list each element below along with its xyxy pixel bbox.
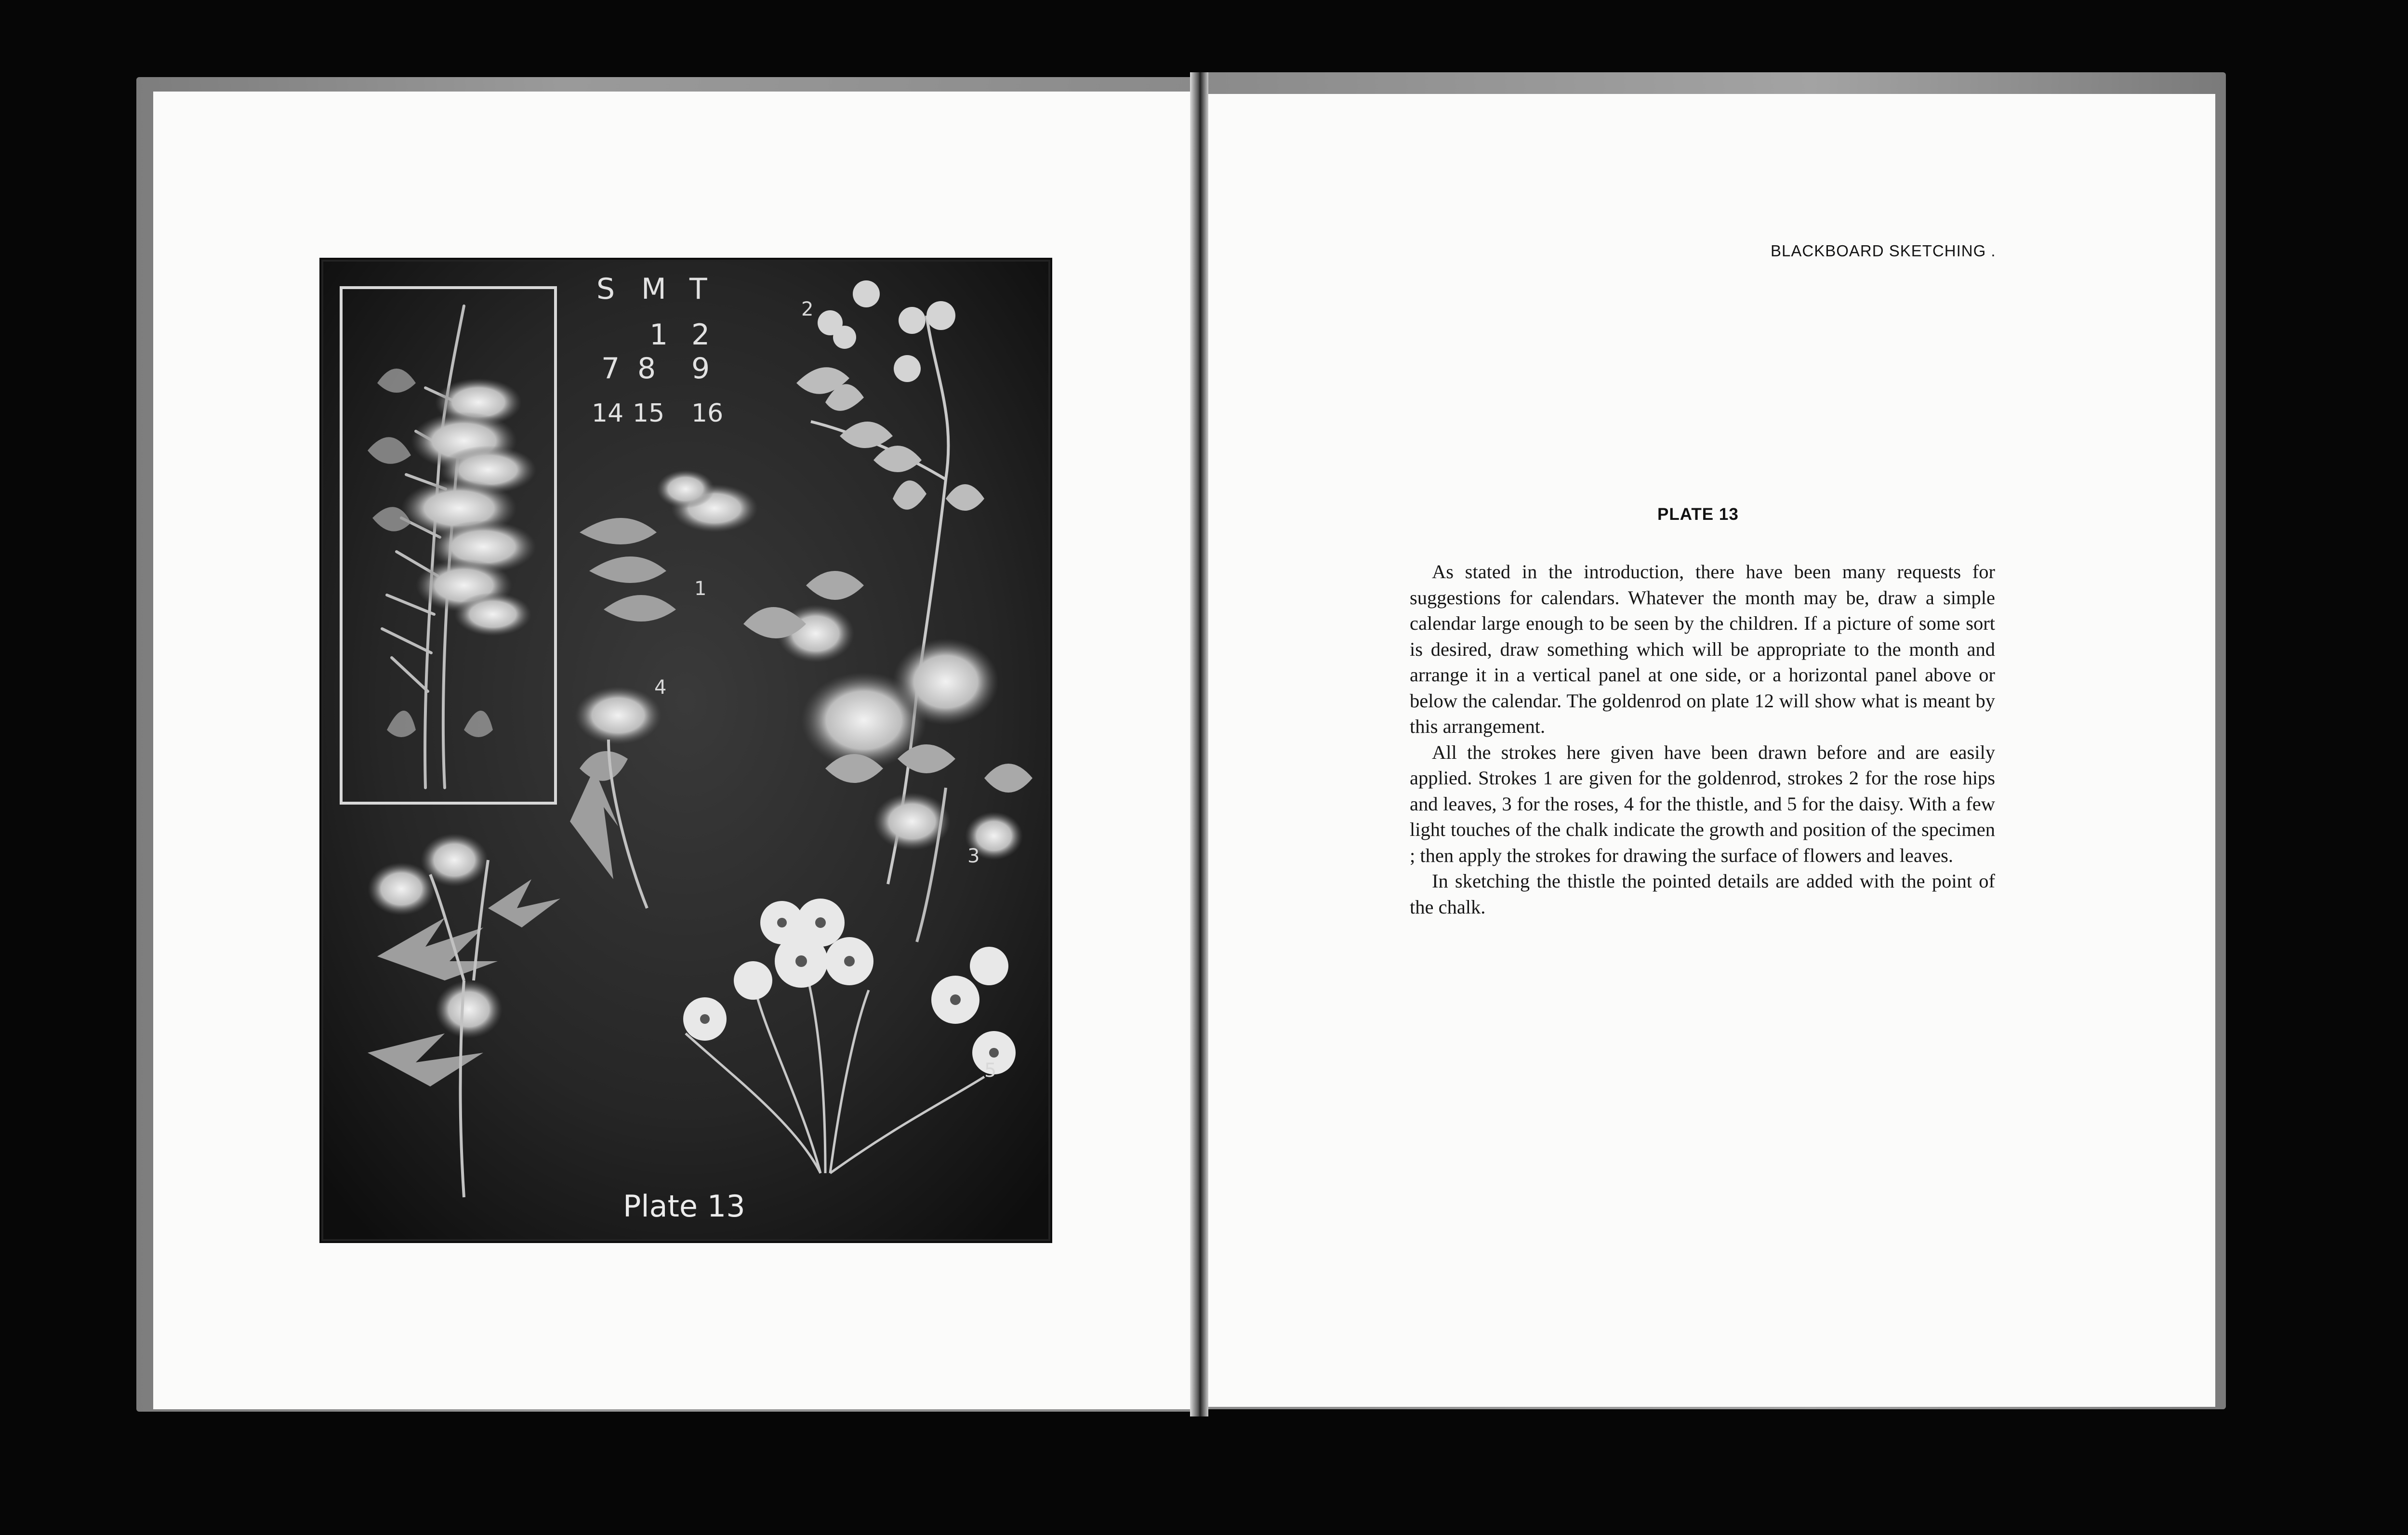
stroke-number-1: 1 <box>694 578 707 600</box>
plate-illustration <box>319 258 1052 1243</box>
calendar-day-m: M <box>641 272 666 306</box>
stroke-number-2: 2 <box>801 298 814 320</box>
calendar-cell: 9 <box>691 352 710 385</box>
page-title: PLATE 13 <box>1657 505 1739 524</box>
calendar-day-s: S <box>596 272 615 306</box>
calendar-cell: 15 <box>633 399 665 428</box>
stroke-number-3: 3 <box>967 845 980 867</box>
chalk-drawing <box>319 258 1052 1243</box>
body-text <box>1410 559 1995 920</box>
plate-caption: Plate 13 <box>623 1189 745 1224</box>
calendar-day-t: T <box>689 272 707 306</box>
stroke-number-5: 5 <box>984 1059 997 1082</box>
calendar-cell: 1 <box>649 318 668 352</box>
calendar-cell: 2 <box>691 318 710 352</box>
book-gutter <box>1190 72 1208 1416</box>
calendar-cell: 8 <box>637 352 656 385</box>
calendar-cell: 7 <box>601 352 620 385</box>
stroke-number-4: 4 <box>654 676 667 699</box>
paragraph: All the strokes here given have been drawn before and are easily applied. Strokes 1 are given for the goldenrod, strokes 2 for the rose hips and leaves, 3 for the roses, 4 for the thistle, and 5 for the daisy. With a few light touches of the chalk indicate the growth and position of the specimen ; then apply the strokes for drawing the surface of flowers and leaves. <box>1410 741 1995 866</box>
paragraph: As stated in the introduction, there have been many requests for suggestions for calendars. Whatever the month may be, draw a simple calendar large enough to be seen by the children. If a picture of some sort is desired, draw something which will be appropriate to the month and arrange it in a vertical panel at one side, or a horizontal panel above or below the calendar. The goldenrod on plate 12 will show what is meant by this arrangement. <box>1410 561 1995 737</box>
running-head: BLACKBOARD SKETCHING . <box>1771 242 1996 260</box>
calendar-cell: 14 <box>592 399 624 428</box>
paragraph: In sketching the thistle the pointed details are added with the point of the chalk. <box>1410 870 1995 918</box>
calendar-cell: 16 <box>691 399 724 428</box>
